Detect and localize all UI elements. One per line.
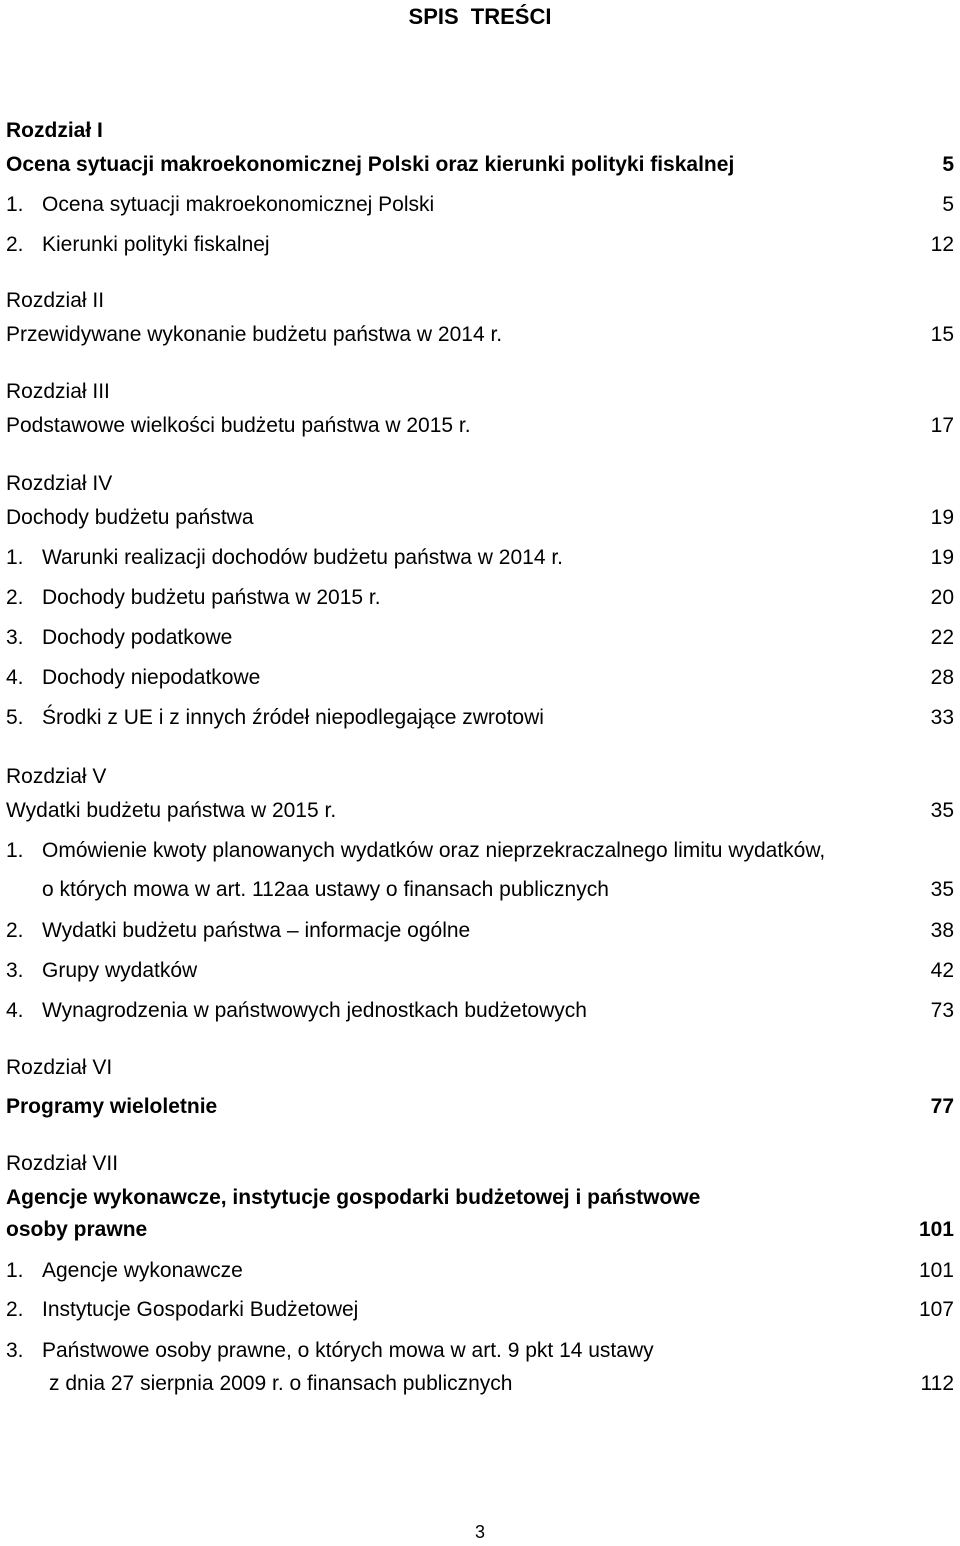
chapter-7-title: Agencje wykonawcze, instytucje gospodarki budżetowej i państwowe [6, 1186, 701, 1209]
entry-number: 3. [6, 626, 24, 649]
entry-page: 19 [930, 546, 954, 569]
entry-page: 112 [920, 1372, 954, 1395]
toc-entry[interactable] [6, 1297, 954, 1323]
entry-text: Wydatki budżetu państwa – informacje ogólne [42, 919, 471, 942]
chapter-4-page: 19 [930, 506, 954, 529]
toc-entry[interactable] [6, 918, 954, 944]
chapter-2-title: Przewidywane wykonanie budżetu państwa w 2014 r. [6, 323, 503, 346]
entry-page: 33 [930, 706, 954, 729]
chapter-1-page: 5 [942, 153, 954, 176]
entry-page: 35 [930, 878, 954, 901]
toc-entry[interactable] [6, 585, 954, 611]
chapter-4-title-row[interactable] [6, 505, 954, 531]
document-title: SPIS TREŚCI [408, 4, 552, 29]
entry-text: Dochody podatkowe [42, 626, 233, 649]
entry-text: Grupy wydatków [42, 959, 198, 982]
entry-number: 2. [6, 586, 24, 609]
entry-page: 20 [930, 586, 954, 609]
entry-page: 73 [930, 999, 954, 1022]
chapter-2-label [6, 288, 954, 314]
toc-entry[interactable] [6, 665, 954, 691]
entry-number: 1. [6, 1259, 24, 1282]
toc-entry[interactable] [6, 1338, 954, 1364]
page-number: 3 [474, 1522, 485, 1542]
toc-entry-continuation[interactable] [6, 877, 954, 903]
entry-page: 5 [942, 193, 954, 216]
chapter-5-label [6, 764, 954, 790]
entry-text: Wynagrodzenia w państwowych jednostkach budżetowych [42, 999, 587, 1022]
entry-text: Agencje wykonawcze [42, 1259, 243, 1282]
entry-page: 42 [930, 959, 954, 982]
entry-text: Warunki realizacji dochodów budżetu państwa w 2014 r. [42, 546, 564, 569]
toc-entry[interactable] [6, 998, 954, 1024]
chapter-label-text: Rozdział III [6, 380, 110, 403]
chapter-2-page: 15 [930, 323, 954, 346]
chapter-7-title-row[interactable] [6, 1185, 954, 1211]
entry-number: 2. [6, 1298, 24, 1321]
entry-text-continued: z dnia 27 sierpnia 2009 r. o finansach publicznych [49, 1372, 513, 1395]
entry-text: Instytucje Gospodarki Budżetowej [42, 1298, 359, 1321]
chapter-7-title-continued: osoby prawne [6, 1218, 148, 1241]
entry-number: 4. [6, 666, 24, 689]
entry-page: 107 [918, 1298, 954, 1321]
chapter-4-title: Dochody budżetu państwa [6, 506, 254, 529]
entry-text-continued: o których mowa w art. 112aa ustawy o finansach publicznych [42, 878, 609, 901]
chapter-4-label [6, 471, 954, 497]
chapter-6-title-row[interactable] [6, 1094, 954, 1120]
chapter-7-page: 101 [918, 1218, 954, 1241]
chapter-1-label [6, 118, 954, 144]
entry-text: Dochody budżetu państwa w 2015 r. [42, 586, 381, 609]
toc-entry[interactable] [6, 232, 954, 258]
chapter-label-text: Rozdział V [6, 765, 107, 788]
entry-text: Kierunki polityki fiskalnej [42, 233, 270, 256]
chapter-5-page: 35 [930, 799, 954, 822]
chapter-5-title: Wydatki budżetu państwa w 2015 r. [6, 799, 337, 822]
entry-number: 1. [6, 839, 24, 862]
entry-number: 1. [6, 193, 24, 216]
entry-text: Ocena sytuacji makroekonomicznej Polski [42, 193, 435, 216]
entry-text: Omówienie kwoty planowanych wydatków oraz nieprzekraczalnego limitu wydatków, [42, 839, 826, 862]
chapter-2-title-row[interactable] [6, 322, 954, 348]
chapter-3-label [6, 379, 954, 405]
chapter-1-title: Ocena sytuacji makroekonomicznej Polski oraz kierunki polityki fiskalnej [6, 153, 735, 176]
entry-number: 4. [6, 999, 24, 1022]
toc-entry[interactable] [6, 838, 954, 864]
entry-page: 28 [930, 666, 954, 689]
entry-number: 1. [6, 546, 24, 569]
toc-entry[interactable] [6, 1258, 954, 1284]
entry-text: Państwowe osoby prawne, o których mowa w art. 9 pkt 14 ustawy [42, 1339, 654, 1362]
entry-text: Dochody niepodatkowe [42, 666, 261, 689]
entry-number: 2. [6, 233, 24, 256]
entry-text: Środki z UE i z innych źródeł niepodlegające zwrotowi [42, 706, 544, 729]
chapter-6-title: Programy wieloletnie [6, 1095, 218, 1118]
toc-entry[interactable] [6, 705, 954, 731]
chapter-3-title: Podstawowe wielkości budżetu państwa w 2015 r. [6, 414, 471, 437]
chapter-label-text: Rozdział IV [6, 472, 113, 495]
entry-page: 12 [930, 233, 954, 256]
chapter-label-text: Rozdział II [6, 289, 105, 312]
entry-page: 38 [930, 919, 954, 942]
chapter-7-label [6, 1151, 954, 1177]
entry-page: 22 [930, 626, 954, 649]
chapter-3-page: 17 [930, 414, 954, 437]
entry-number: 5. [6, 706, 24, 729]
chapter-6-label [6, 1055, 954, 1081]
chapter-label-text: Rozdział I [6, 119, 103, 142]
entry-number: 3. [6, 1339, 24, 1362]
chapter-3-title-row[interactable] [6, 413, 954, 439]
toc-entry[interactable] [6, 625, 954, 651]
chapter-1-title-row[interactable] [6, 152, 954, 178]
toc-entry[interactable] [6, 545, 954, 571]
entry-number: 2. [6, 919, 24, 942]
chapter-5-title-row[interactable] [6, 798, 954, 824]
chapter-label-text: Rozdział VII [6, 1152, 119, 1175]
toc-entry[interactable] [6, 192, 954, 218]
chapter-7-title-row-continued[interactable] [6, 1217, 954, 1243]
chapter-6-page: 77 [930, 1095, 954, 1118]
toc-entry-continuation[interactable] [6, 1371, 954, 1397]
entry-page: 101 [918, 1259, 954, 1282]
chapter-label-text: Rozdział VI [6, 1056, 113, 1079]
toc-entry[interactable] [6, 958, 954, 984]
entry-number: 3. [6, 959, 24, 982]
